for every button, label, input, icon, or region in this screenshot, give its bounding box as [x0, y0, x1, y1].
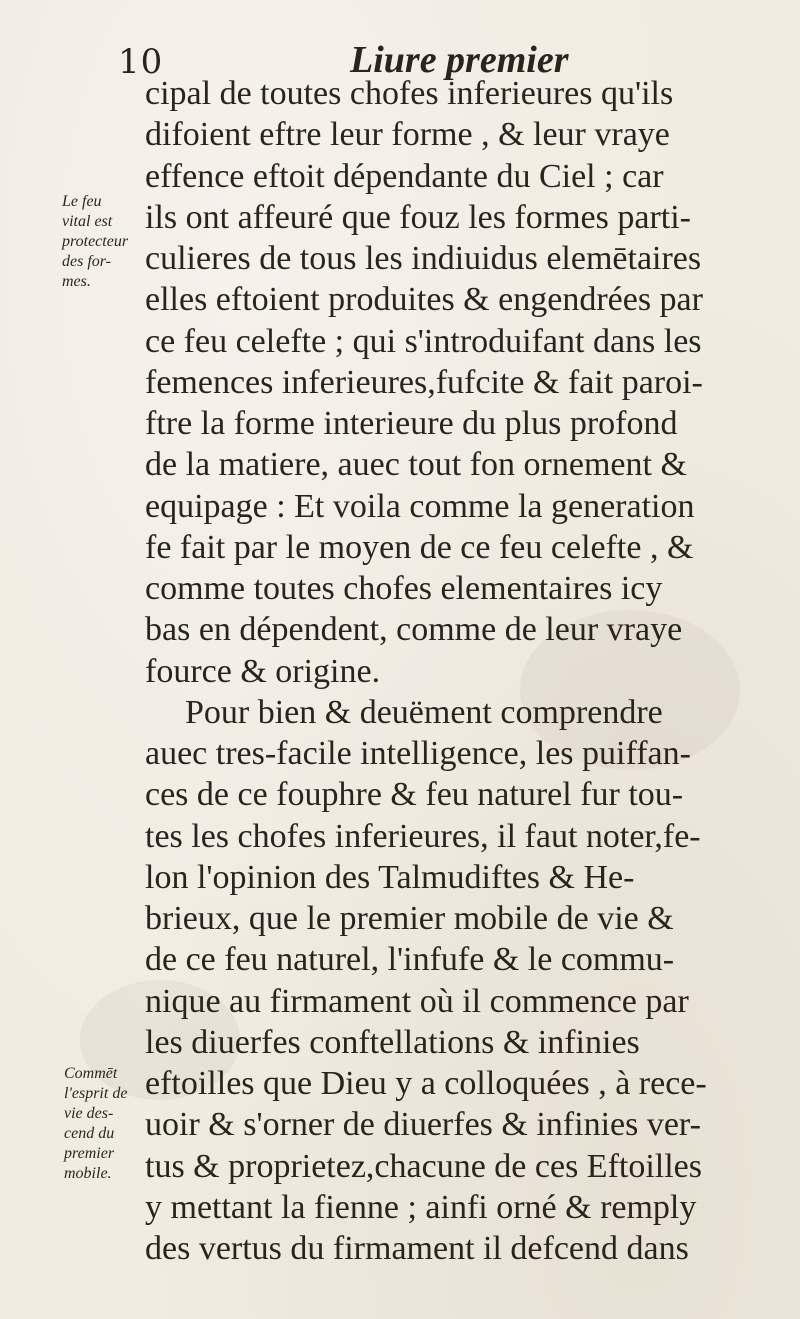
text-line: nique au firmament où il commence par — [145, 983, 689, 1020]
margin-note-line: cend du — [64, 1125, 115, 1142]
margin-note-line: l'esprit de — [64, 1085, 128, 1102]
text-line: ftre la forme interieure du plus profond — [145, 405, 678, 442]
text-line: eftoilles que Dieu y a colloquées , à rece- — [145, 1065, 707, 1102]
text-line: fource & origine. — [145, 653, 381, 690]
margin-note-line: Le feu — [62, 193, 102, 210]
text-line: de ce feu naturel, l'infufe & le commu- — [145, 941, 675, 978]
running-title: Liure premier — [350, 39, 569, 81]
margin-note-line: vie des- — [64, 1105, 114, 1122]
text-line: des vertus du firmament il defcend dans — [145, 1230, 689, 1267]
margin-note-line: protecteur — [62, 233, 129, 250]
text-line: effence eftoit dépendante du Ciel ; car — [145, 158, 664, 195]
margin-note-line: Commēt — [64, 1065, 118, 1082]
margin-note — [62, 192, 128, 292]
text-line: elles eftoient produites & engendrées par — [145, 281, 703, 318]
margin-note-line: mobile. — [64, 1165, 112, 1182]
text-line: de la matiere, auec tout fon ornement & — [145, 446, 687, 483]
page-number: 10 — [118, 42, 164, 82]
text-line: ce feu celefte ; qui s'introduifant dans les — [145, 323, 702, 360]
text-line: ces de ce fouphre & feu naturel fur tou- — [145, 776, 684, 813]
text-line: cipal de toutes chofes inferieures qu'ils — [145, 75, 674, 112]
margin-note-line: vital est — [62, 213, 113, 230]
text-line: y mettant la fienne ; ainfi orné & remply — [145, 1189, 697, 1226]
text-line: tus & proprietez,chacune de ces Eftoilles — [145, 1148, 702, 1185]
margin-note-line: mes. — [62, 273, 91, 290]
text-line: tes les chofes inferieures, il faut noter,fe- — [145, 818, 701, 855]
margin-note — [64, 1064, 127, 1184]
text-line: les diuerfes conftellations & infinies — [145, 1024, 640, 1061]
text-line: uoir & s'orner de diuerfes & infinies ver- — [145, 1106, 701, 1143]
text-line: auec tres-facile intelligence, les puiffan- — [145, 735, 691, 772]
text-line: fe fait par le moyen de ce feu celefte , & — [145, 529, 694, 566]
text-line: comme toutes chofes elementaires icy — [145, 570, 663, 607]
margin-note-line: des for- — [62, 253, 112, 270]
margin-note-line: premier — [64, 1145, 115, 1162]
text-line: difoient eftre leur forme , & leur vraye — [145, 116, 670, 153]
text-line: lon l'opinion des Talmudiftes & He- — [145, 859, 635, 896]
text-line: brieux, que le premier mobile de vie & — [145, 900, 674, 937]
text-line: bas en dépendent, comme de leur vraye — [145, 611, 683, 648]
text-line: femences inferieures,fufcite & fait paroi- — [145, 364, 703, 401]
text-line: culieres de tous les indiuidus elemētaires — [145, 240, 702, 277]
text-line: equipage : Et voila comme la generation — [145, 488, 695, 525]
text-line: ils ont affeuré que fouz les formes parti- — [145, 199, 692, 236]
text-line: Pour bien & deuëment comprendre — [185, 694, 663, 731]
